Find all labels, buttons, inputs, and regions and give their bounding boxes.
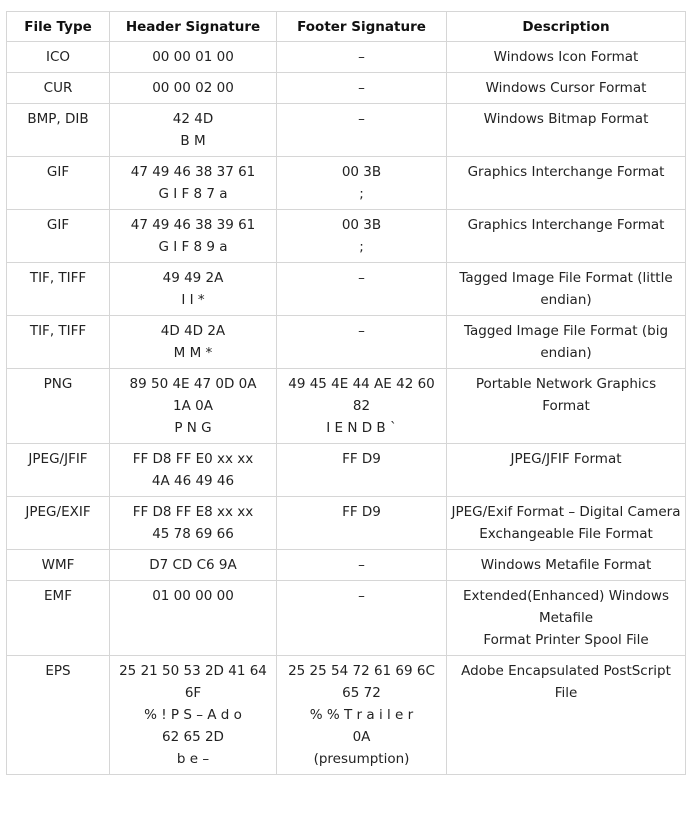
table-header-row [7, 12, 686, 42]
table-row [7, 263, 686, 316]
cell-file-type: BMP, DIB [7, 104, 110, 157]
cell-footer-signature: 00 3B ; [277, 210, 447, 263]
cell-header-signature: 49 49 2A I I * [110, 263, 277, 316]
cell-header-signature: 89 50 4E 47 0D 0A 1A 0A P N G [110, 369, 277, 444]
file-signature-table [6, 11, 686, 775]
cell-footer-signature: – [277, 263, 447, 316]
cell-header-signature: FF D8 FF E8 xx xx 45 78 69 66 [110, 497, 277, 550]
table-row [7, 73, 686, 104]
header-header-signature: Header Signature [110, 12, 277, 42]
cell-footer-signature: – [277, 104, 447, 157]
cell-file-type: JPEG/EXIF [7, 497, 110, 550]
cell-header-signature: 47 49 46 38 39 61 G I F 8 9 a [110, 210, 277, 263]
cell-file-type: GIF [7, 210, 110, 263]
cell-file-type: WMF [7, 550, 110, 581]
cell-footer-signature: – [277, 42, 447, 73]
cell-footer-signature: – [277, 581, 447, 656]
cell-description: JPEG/JFIF Format [447, 444, 686, 497]
header-footer-signature: Footer Signature [277, 12, 447, 42]
cell-file-type: TIF, TIFF [7, 263, 110, 316]
cell-file-type: PNG [7, 369, 110, 444]
cell-footer-signature: – [277, 73, 447, 104]
cell-footer-signature: – [277, 316, 447, 369]
header-file-type: File Type [7, 12, 110, 42]
cell-footer-signature: 00 3B ; [277, 157, 447, 210]
cell-description: Graphics Interchange Format [447, 157, 686, 210]
cell-description: Extended(Enhanced) Windows Metafile Format Printer Spool File [447, 581, 686, 656]
table-row [7, 369, 686, 444]
table-row [7, 550, 686, 581]
cell-description: Adobe Encapsulated PostScript File [447, 656, 686, 775]
cell-header-signature: 42 4D B M [110, 104, 277, 157]
cell-footer-signature: 25 25 54 72 61 69 6C 65 72 % % T r a i l e r 0A (presumption) [277, 656, 447, 775]
table-row [7, 444, 686, 497]
cell-footer-signature: 49 45 4E 44 AE 42 60 82 I E N D B ` [277, 369, 447, 444]
table-row [7, 210, 686, 263]
cell-description: JPEG/Exif Format – Digital Camera Exchangeable File Format [447, 497, 686, 550]
cell-footer-signature: FF D9 [277, 444, 447, 497]
cell-description: Windows Cursor Format [447, 73, 686, 104]
cell-file-type: TIF, TIFF [7, 316, 110, 369]
cell-header-signature: FF D8 FF E0 xx xx 4A 46 49 46 [110, 444, 277, 497]
header-description: Description [447, 12, 686, 42]
table-row [7, 581, 686, 656]
cell-description: Tagged Image File Format (little endian) [447, 263, 686, 316]
cell-header-signature: 01 00 00 00 [110, 581, 277, 656]
cell-file-type: JPEG/JFIF [7, 444, 110, 497]
cell-file-type: ICO [7, 42, 110, 73]
cell-description: Windows Bitmap Format [447, 104, 686, 157]
cell-file-type: EMF [7, 581, 110, 656]
cell-header-signature: 4D 4D 2A M M * [110, 316, 277, 369]
cell-footer-signature: – [277, 550, 447, 581]
cell-header-signature: 25 21 50 53 2D 41 64 6F % ! P S – A d o 62 65 2D b e – [110, 656, 277, 775]
table-row [7, 656, 686, 775]
table-row [7, 316, 686, 369]
table-row [7, 104, 686, 157]
cell-header-signature: 47 49 46 38 37 61 G I F 8 7 a [110, 157, 277, 210]
cell-file-type: EPS [7, 656, 110, 775]
cell-description: Tagged Image File Format (big endian) [447, 316, 686, 369]
cell-description: Portable Network Graphics Format [447, 369, 686, 444]
cell-header-signature: 00 00 02 00 [110, 73, 277, 104]
cell-header-signature: D7 CD C6 9A [110, 550, 277, 581]
table-row [7, 42, 686, 73]
table-row [7, 497, 686, 550]
cell-header-signature: 00 00 01 00 [110, 42, 277, 73]
cell-description: Windows Metafile Format [447, 550, 686, 581]
cell-description: Graphics Interchange Format [447, 210, 686, 263]
cell-footer-signature: FF D9 [277, 497, 447, 550]
table-row [7, 157, 686, 210]
cell-file-type: CUR [7, 73, 110, 104]
cell-file-type: GIF [7, 157, 110, 210]
cell-description: Windows Icon Format [447, 42, 686, 73]
